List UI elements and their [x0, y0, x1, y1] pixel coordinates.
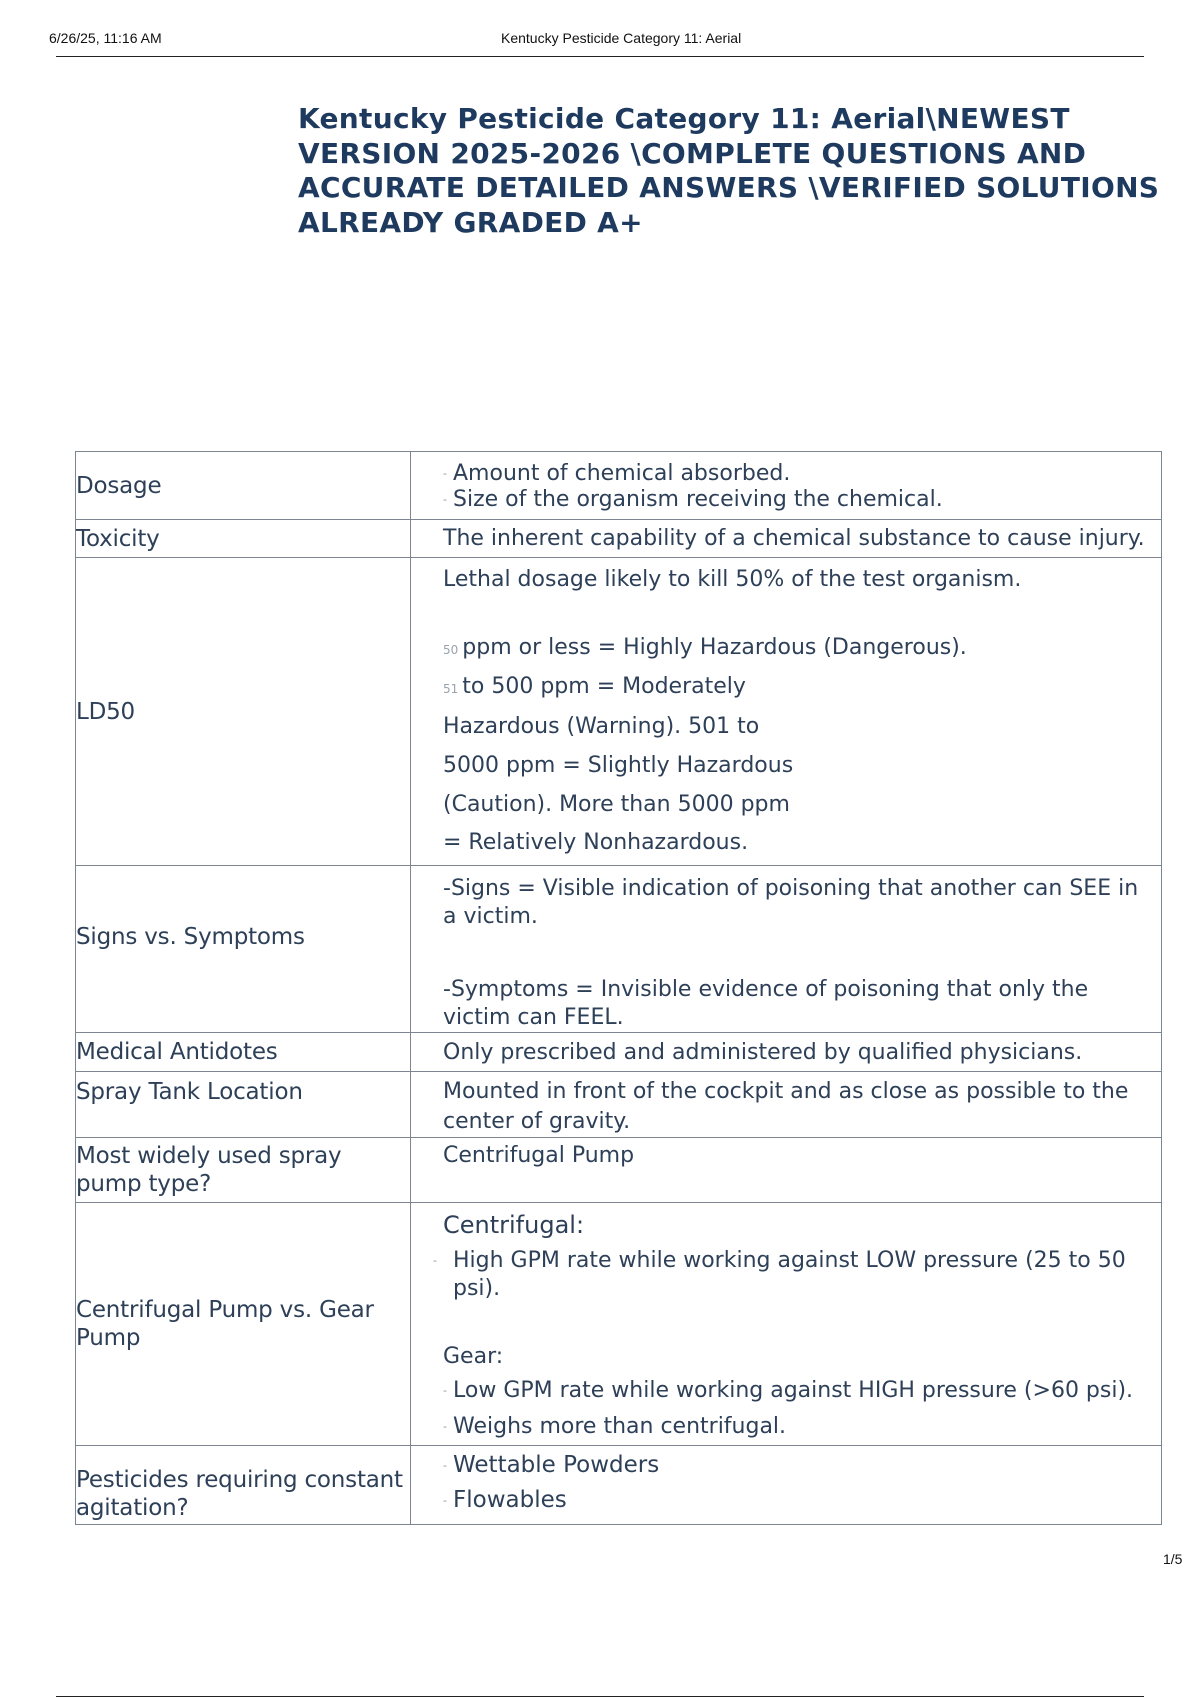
table-row — [76, 1203, 1162, 1446]
bullet-dash: - — [443, 1384, 447, 1397]
definition-line: - Low GPM rate while working against HIGH pressure (>60 psi). — [443, 1373, 1149, 1409]
header-rule — [56, 56, 1144, 57]
definition-line: - Flowables — [443, 1483, 1149, 1518]
table-row — [76, 520, 1162, 558]
bullet-dash: - — [443, 1420, 447, 1433]
definition-line: Hazardous (Warning). 501 to — [443, 714, 760, 739]
footnote-number: 51 — [443, 682, 459, 696]
definition-line: - Size of the organism receiving the chemical. — [443, 482, 1149, 518]
footer-rule — [56, 1696, 1144, 1697]
definition-cell — [411, 1446, 1162, 1525]
definition-line: Centrifugal: — [443, 1211, 585, 1239]
spacer — [443, 1303, 1149, 1341]
print-header — [49, 28, 1143, 56]
term-cell: Signs vs. Symptoms — [76, 866, 411, 1033]
definition-line: Lethal dosage likely to kill 50% of the test organism. — [443, 567, 1022, 592]
definition-line: - High GPM rate while working against LOW pressure (25 to 50 psi). — [433, 1248, 1126, 1301]
print-date: 6/26/25, 11:16 AM — [49, 30, 162, 46]
definition-cell — [411, 1033, 1162, 1072]
qa-table — [75, 451, 1162, 1525]
definition-line: -Symptoms = Invisible evidence of poisoning that only the victim can FEEL. — [443, 977, 1089, 1030]
term-cell: Medical Antidotes — [76, 1033, 411, 1072]
definition-line: Centrifugal Pump — [443, 1143, 635, 1168]
definition-line: = Relatively Nonhazardous. — [443, 830, 749, 855]
definition-line: - Weighs more than centrifugal. — [443, 1409, 1149, 1445]
definition-cell — [411, 558, 1162, 866]
definition-cell — [411, 452, 1162, 520]
table-row — [76, 1138, 1162, 1203]
table-row — [76, 452, 1162, 520]
definition-line: Only prescribed and administered by qualified physicians. — [443, 1039, 1083, 1065]
definition-cell — [411, 1138, 1162, 1203]
term-cell: Most widely used spray pump type? — [76, 1138, 411, 1203]
page-number: 1/5 — [1163, 1551, 1183, 1567]
table-row — [76, 866, 1162, 1033]
bullet-dash: - — [443, 467, 447, 480]
bullet-dash: - — [443, 493, 447, 506]
definition-cell — [411, 520, 1162, 558]
definition-line: - Amount of chemical absorbed. — [443, 456, 1149, 492]
term-cell: Toxicity — [76, 520, 411, 558]
document-title: Kentucky Pesticide Category 11: Aerial\NEWEST VERSION 2025-2026 \COMPLETE QUESTIONS AND ACCURATE DETAILED ANSWERS \VERIFIED SOLUTIONS ALREADY GRADED A+ — [298, 102, 1160, 239]
definition-line: Gear: — [443, 1344, 504, 1369]
definition-cell — [411, 866, 1162, 1033]
spacer — [443, 598, 1149, 628]
definition-cell — [411, 1072, 1162, 1138]
term-cell: Centrifugal Pump vs. Gear Pump — [76, 1203, 411, 1446]
term-cell: LD50 — [76, 558, 411, 866]
bullet-dash: - — [443, 1459, 447, 1472]
table-row — [76, 1033, 1162, 1072]
definition-line: The inherent capability of a chemical substance to cause injury. — [443, 526, 1145, 551]
table-row — [76, 1072, 1162, 1138]
definition-line: - Wettable Powders — [443, 1448, 1149, 1483]
definition-line: 5000 ppm = Slightly Hazardous — [443, 753, 794, 778]
print-doc-title: Kentucky Pesticide Category 11: Aerial — [501, 30, 742, 46]
table-row — [76, 558, 1162, 866]
table-row — [76, 1446, 1162, 1525]
term-cell: Pesticides requiring constant agitation? — [76, 1446, 411, 1525]
spacer — [443, 931, 1149, 976]
term-cell: Spray Tank Location — [76, 1072, 411, 1138]
bullet-dash: - — [433, 1254, 437, 1267]
definition-cell — [411, 1203, 1162, 1446]
definition-line: -Signs = Visible indication of poisoning that another can SEE in a victim. — [443, 876, 1139, 929]
definition-line: (Caution). More than 5000 ppm — [443, 792, 790, 817]
definition-line: 51 to 500 ppm = Moderately — [443, 674, 746, 699]
footnote-number: 50 — [443, 643, 459, 657]
bullet-dash: - — [443, 1494, 447, 1507]
definition-line: Mounted in front of the cockpit and as close as possible to the center of gravity. — [443, 1079, 1129, 1134]
definition-line: 50 ppm or less = Highly Hazardous (Dangerous). — [443, 635, 967, 660]
term-cell: Dosage — [76, 452, 411, 520]
